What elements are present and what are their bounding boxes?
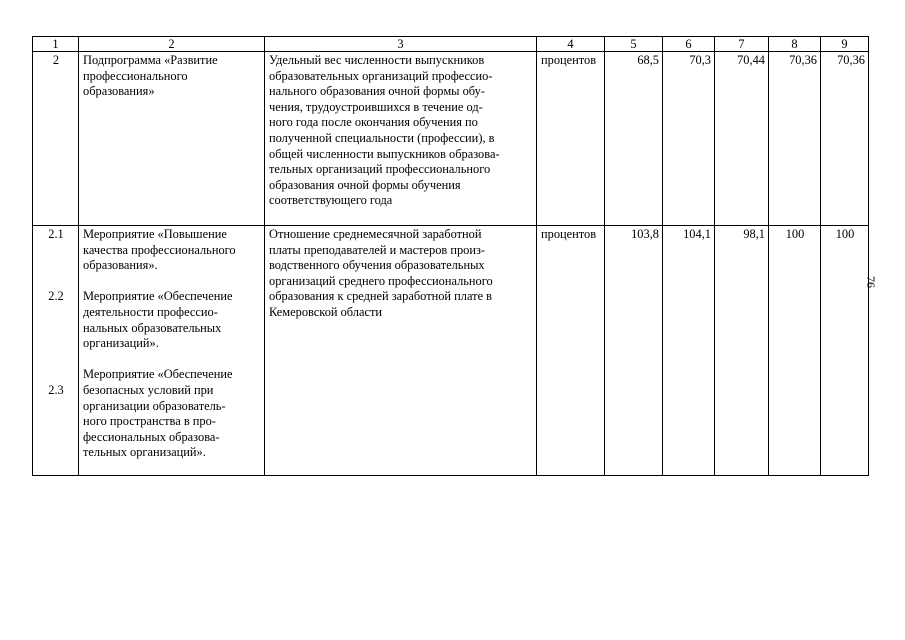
value-col-6: 70,3: [663, 52, 715, 226]
text-line: платы преподавателей и мастеров произ-: [269, 242, 486, 257]
header-col-8: 8: [769, 37, 821, 52]
table-row: [33, 52, 869, 226]
text-line: безопасных условий при: [83, 382, 214, 397]
text-line: деятельности профессио-: [83, 304, 218, 319]
value-col-5: 103,8: [605, 226, 663, 476]
subprogram-name: [79, 52, 265, 226]
table-row: [33, 226, 869, 476]
value-col-6: 104,1: [663, 226, 715, 476]
value-col-5: 68,5: [605, 52, 663, 226]
indicator-description: [265, 52, 537, 226]
indicator-table: [32, 36, 869, 476]
value-col-7: 98,1: [715, 226, 769, 476]
measure-number: 2.1: [48, 227, 64, 241]
header-col-5: 5: [605, 37, 663, 52]
text-line: Мероприятие «Обеспечение: [83, 289, 233, 304]
text-line: Мероприятие «Обеспечение: [83, 367, 233, 382]
header-row: [33, 37, 869, 52]
text-line: тельных организаций профессионального: [269, 162, 491, 177]
text-line: нального образования очной формы обу-: [269, 84, 485, 99]
text-line: полученной специальности (профессии), в: [269, 130, 495, 145]
text-line: нальных образовательных: [83, 320, 222, 335]
text-line: образования».: [83, 258, 158, 273]
text-line: водственного обучения образовательных: [269, 258, 485, 273]
text-line: чения, трудоустроившихся в течение од-: [269, 99, 483, 114]
value-col-9: 100: [821, 226, 869, 476]
text-line: образования к средней заработной плате в: [269, 289, 493, 304]
header-col-6: 6: [663, 37, 715, 52]
unit-cell: процентов: [537, 226, 605, 476]
text-line: организаций среднего профессионального: [269, 273, 493, 288]
header-col-9: 9: [821, 37, 869, 52]
text-line: профессионального: [83, 68, 188, 83]
header-col-4: 4: [537, 37, 605, 52]
page-number: 76: [864, 276, 878, 288]
header-col-3: 3: [265, 37, 537, 52]
measure-number: 2.3: [48, 382, 64, 397]
text-line: качества профессионального: [83, 242, 236, 257]
header-col-1: 1: [33, 37, 79, 52]
text-line: Подпрограмма «Развитие: [83, 53, 218, 67]
text-line: тельных организаций».: [83, 445, 206, 460]
text-line: образования»: [83, 84, 155, 99]
text-line: общей численности выпускников образова-: [269, 146, 500, 161]
text-line: фессиональных образова-: [83, 429, 220, 444]
unit-cell: процентов: [537, 52, 605, 226]
text-line: ного года после окончания обучения по: [269, 115, 478, 130]
measures-list: [79, 226, 265, 476]
text-line: образования очной формы обучения: [269, 177, 461, 192]
value-col-8: 100: [769, 226, 821, 476]
header-col-2: 2: [79, 37, 265, 52]
text-line: Кемеровской области: [269, 304, 383, 319]
text-line: ного пространства в про-: [83, 414, 216, 429]
text-line: соответствующего года: [269, 193, 393, 208]
value-col-7: 70,44: [715, 52, 769, 226]
text-line: Удельный вес численности выпускников: [269, 53, 485, 67]
row-numbers: [33, 226, 79, 476]
text-line: организаций».: [83, 336, 159, 351]
value-col-9: 70,36: [821, 52, 869, 226]
text-line: образовательных организаций профессио-: [269, 68, 493, 83]
measure-number: 2.2: [48, 289, 64, 304]
row-number: 2: [33, 52, 79, 226]
text-line: организации образователь-: [83, 398, 226, 413]
text-line: Мероприятие «Повышение: [83, 227, 227, 241]
indicator-description: [265, 226, 537, 476]
header-col-7: 7: [715, 37, 769, 52]
value-col-8: 70,36: [769, 52, 821, 226]
text-line: Отношение среднемесячной заработной: [269, 227, 482, 241]
